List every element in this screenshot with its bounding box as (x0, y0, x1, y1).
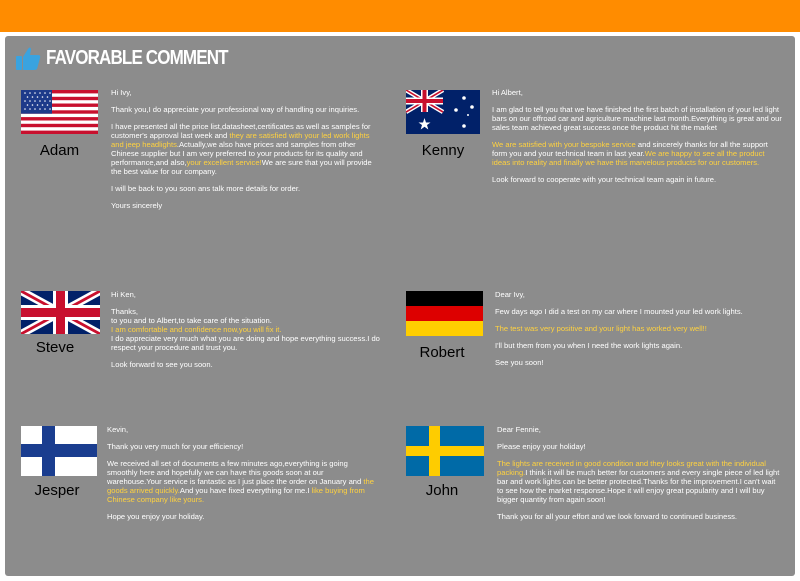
message-paragraph (111, 105, 381, 114)
testimonial-message (495, 290, 785, 375)
message-text: Thanks, (111, 307, 139, 316)
message-paragraph (495, 358, 785, 367)
message-text: I think it will be much better for customers and every single piece of led light bar and work lights can be better protected.Thanks for the improvement.I can't wait to see how the market response.Hope it will enjoy great popularity and I will buy bigger quantity from again soon! (497, 468, 780, 504)
highlighted-text: The test was very positive and your light has worked very well!! (495, 324, 707, 333)
highlighted-text: like buying from Chinese company like yours. (107, 486, 365, 504)
highlighted-text: The lights are received in good condition and they looks great with the individual packing. (497, 459, 766, 477)
highlighted-text: We are satisfied with your bespoke service (492, 140, 636, 149)
testimonial-message (111, 88, 381, 218)
message-text: See you soon! (495, 358, 544, 367)
message-text: Hi Ivy, (111, 88, 132, 97)
sweden-flag (406, 426, 484, 481)
message-paragraph (111, 122, 381, 176)
australia-flag (406, 90, 480, 139)
message-paragraph (111, 307, 381, 352)
message-text: We received all set of documents a few minutes ago,everything is going smoothly here and hopefully we can have this goods soon at our warehouse.Your service is fantastic as I just place the order on January and (107, 459, 364, 486)
message-paragraph (495, 341, 785, 350)
message-text: Dear Fennie, (497, 425, 541, 434)
message-text: Look forward to cooperate with your technical team again in future. (492, 175, 717, 184)
message-text: I'll but them from you when I need the work lights again. (495, 341, 683, 350)
message-paragraph (111, 201, 381, 210)
message-text: I will be back to you soon ans talk more details for order. (111, 184, 301, 193)
testimonial-message (107, 425, 377, 529)
message-text: Hi Albert, (492, 88, 523, 97)
message-text: .Actually,we also have prices and samples from other Chinese supplier but I am very preferred to your products for its quality and performance,and also, (111, 140, 363, 167)
uk-flag (21, 291, 100, 339)
thumbs-up-icon (14, 44, 42, 72)
customer-name: Adam (39, 142, 80, 159)
customer-name: Steve (35, 339, 75, 356)
highlighted-text: your excellent service! (186, 158, 262, 167)
message-paragraph (495, 307, 785, 316)
message-paragraph (492, 140, 782, 167)
message-paragraph (492, 88, 782, 97)
message-paragraph (107, 425, 377, 434)
message-paragraph (495, 290, 785, 299)
message-text: Kevin, (107, 425, 129, 434)
message-paragraph (497, 425, 782, 434)
highlighted-text: I am comfortable and confidence now,you will fix it. (111, 325, 282, 334)
page-title: FAVORABLE COMMENT (46, 46, 228, 69)
message-paragraph (111, 290, 381, 299)
germany-flag (406, 291, 483, 341)
message-paragraph (497, 442, 782, 451)
section-heading (14, 44, 260, 72)
message-text: Thank you very much for your efficiency! (107, 442, 244, 451)
message-text: and sincerely thanks for all the support form you and your technical team in last year. (492, 140, 768, 158)
message-paragraph (107, 512, 377, 521)
customer-name: Jesper (34, 482, 80, 499)
message-paragraph (111, 184, 381, 193)
customer-name: John (425, 482, 459, 499)
message-paragraph (495, 324, 785, 333)
message-text: Hope you enjoy your holiday. (107, 512, 205, 521)
message-text: Please enjoy your holiday! (497, 442, 586, 451)
customer-name: Kenny (421, 142, 465, 159)
highlighted-text: the goods arrived quickly. (107, 477, 374, 495)
top-orange-bar (0, 0, 800, 32)
message-paragraph (497, 459, 782, 504)
message-paragraph (111, 88, 381, 97)
message-text: Thank you,I do appreciate your professional way of handling our inquiries. (111, 105, 360, 114)
message-paragraph (492, 175, 782, 184)
highlighted-text: they are satisfied with your led work lights and jeep headlights (111, 131, 370, 149)
finland-flag (21, 426, 97, 481)
message-text: Look forward to see you soon. (111, 360, 213, 369)
message-text: Dear Ivy, (495, 290, 525, 299)
message-text: to you and to Albert,to take care of the situation. (111, 316, 272, 325)
message-paragraph (107, 442, 377, 451)
testimonial-message (111, 290, 381, 377)
message-text: Few days ago I did a test on my car where I mounted your led work lights. (495, 307, 743, 316)
message-paragraph (492, 105, 782, 132)
message-text: I have presented all the price list,datasheet,certificates as well as samples for customer's approval last week and (111, 122, 371, 140)
message-paragraph (111, 360, 381, 369)
usa-flag (21, 90, 98, 139)
message-paragraph (107, 459, 377, 504)
message-text: I am glad to tell you that we have finished the first batch of installation of your led light bars on our offroad car and agriculture machine last month.Everything is great and our sales team achieved great success once the product hit the market (492, 105, 782, 132)
message-text: Thank you for all your effort and we look forward to continued business. (497, 512, 738, 521)
message-text: And you have fixed everything for me.I (179, 486, 312, 495)
message-text: Hi Ken, (111, 290, 136, 299)
customer-name: Robert (419, 344, 465, 361)
message-text: We are sure that you will provide the best value for our company. (111, 158, 372, 176)
message-text: Yours sincerely (111, 201, 163, 210)
message-paragraph (497, 512, 782, 521)
message-text: I do appreciate very much what you are doing and hope everything success.I do respect your procedure and trust you. (111, 334, 380, 352)
testimonial-message (492, 88, 782, 192)
testimonial-message (497, 425, 782, 529)
highlighted-text: We are happy to see all the product ideas into reality and finally we have this marvelous products for our customers. (492, 149, 765, 167)
